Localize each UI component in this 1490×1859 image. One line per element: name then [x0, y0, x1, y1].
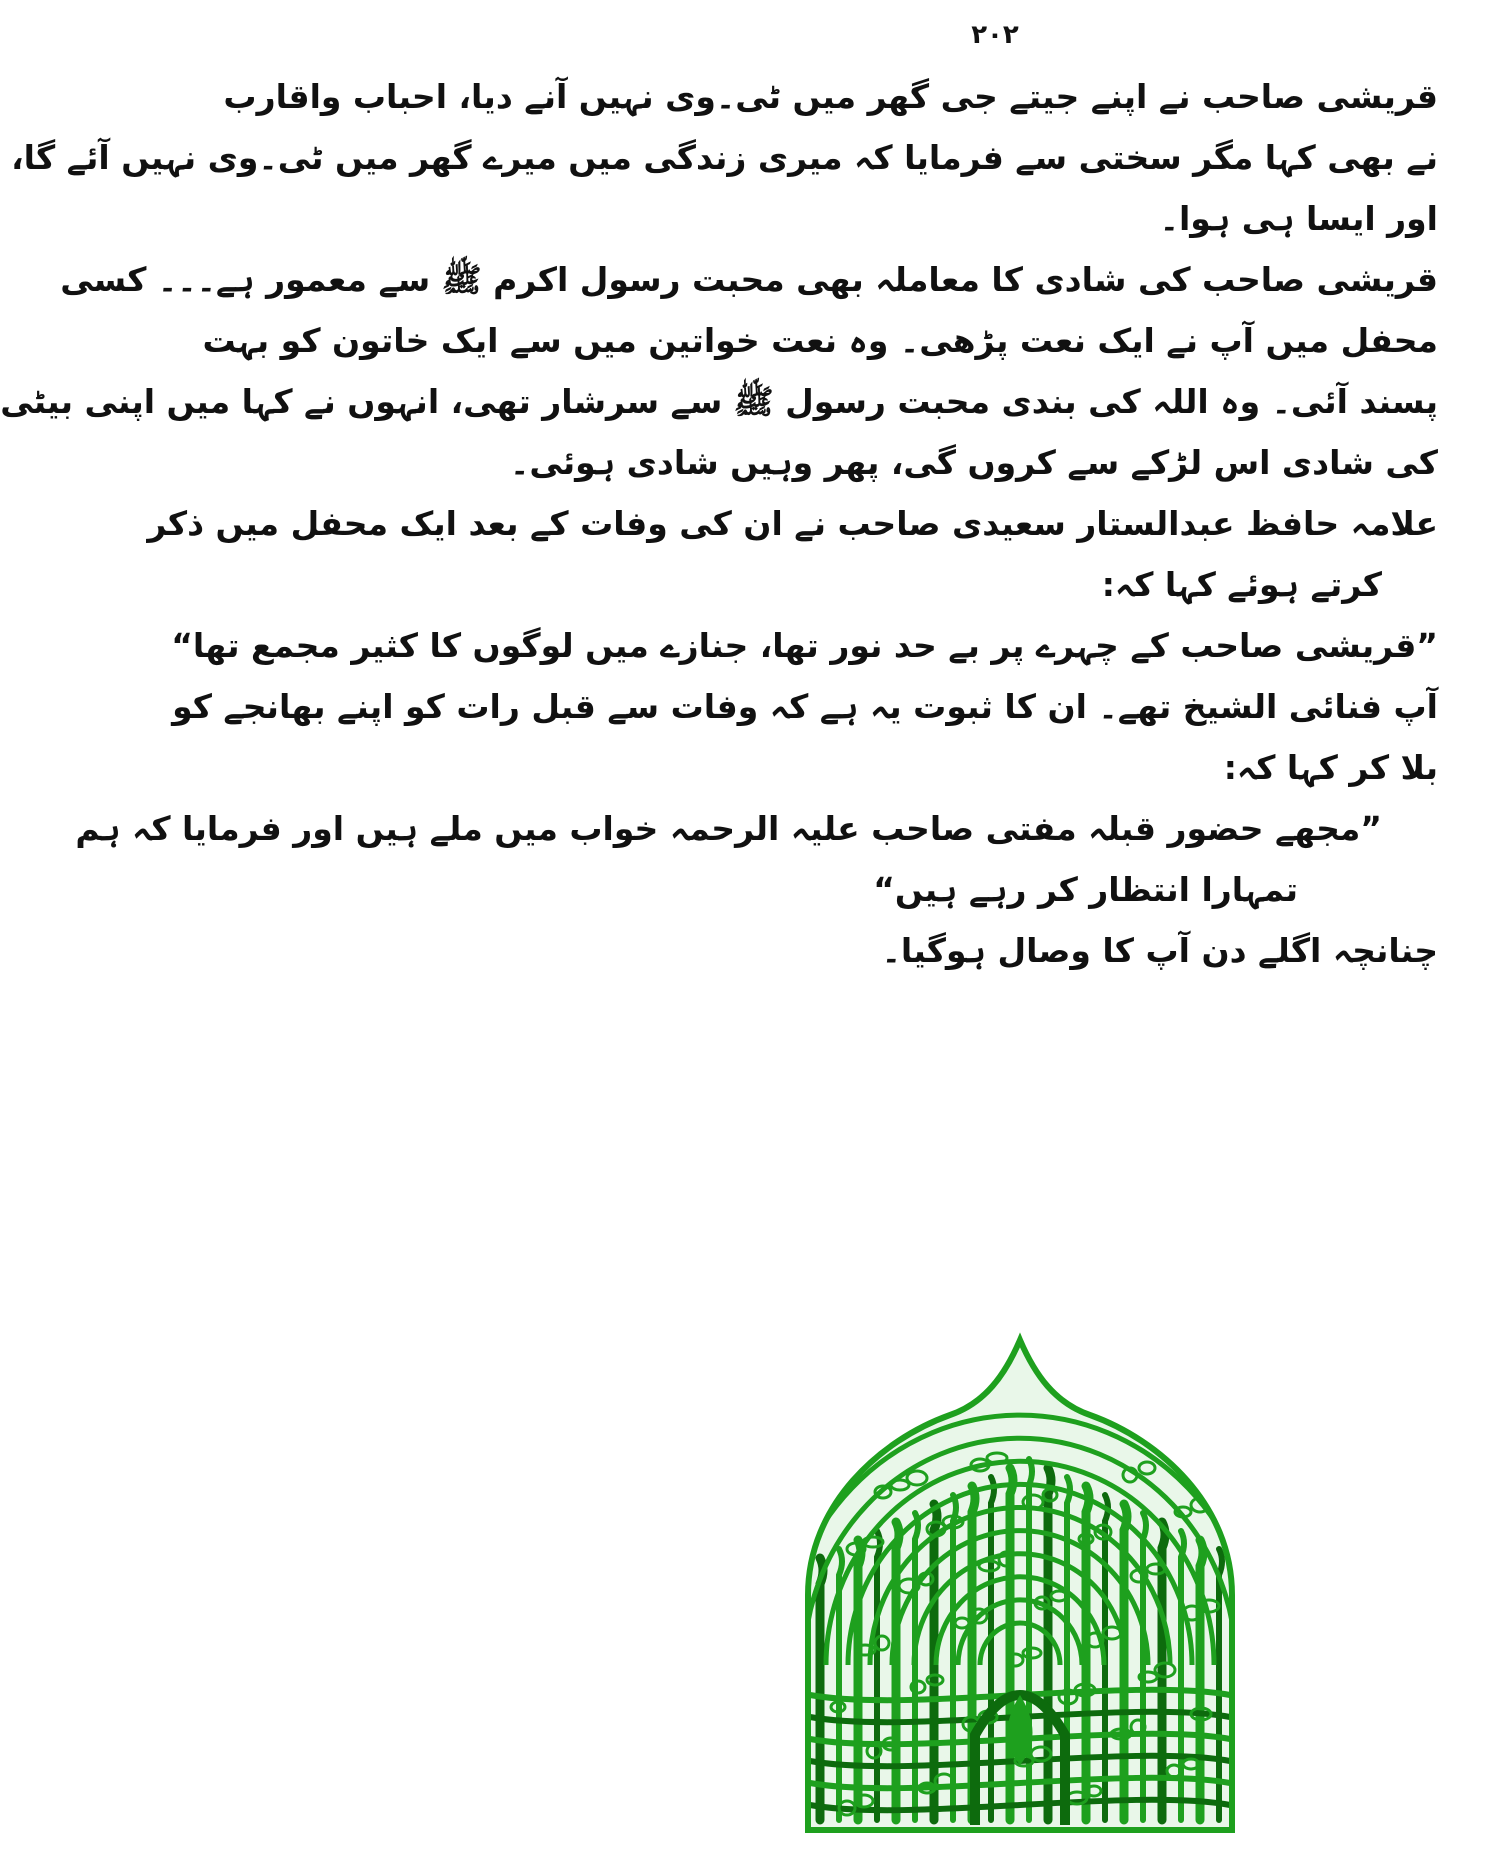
paragraph-line: آپ فنائی الشیخ تھے۔ ان کا ثبوت یہ ہے کہ وفات سے قبل رات کو اپنے بھانجے کو	[172, 687, 1438, 726]
paragraph-line: اور ایسا ہی ہوا۔	[1159, 199, 1438, 238]
paragraph-line: چنانچہ اگلے دن آپ کا وصال ہوگیا۔	[881, 931, 1438, 970]
page-number: ۲۰۲	[971, 20, 1019, 50]
paragraph-line: محفل میں آپ نے ایک نعت پڑھی۔ وہ نعت خواتین میں سے ایک خاتون کو بہت	[202, 321, 1438, 360]
paragraph-line: کی شادی اس لڑکے سے کروں گی، پھر وہیں شادی ہوئی۔	[510, 443, 1438, 482]
quote-line: ”مجھے حضور قبلہ مفتی صاحب علیہ الرحمہ خواب میں ملے ہیں اور فرمایا کہ ہم	[75, 809, 1382, 848]
green-calligraphy-emblem-icon	[770, 1335, 1270, 1835]
paragraph-line: علامہ حافظ عبدالستار سعیدی صاحب نے ان کی وفات کے بعد ایک محفل میں ذکر	[147, 504, 1438, 543]
paragraph-line: نے بھی کہا مگر سختی سے فرمایا کہ میری زندگی میں میرے گھر میں ٹی۔وی نہیں آئے گا،	[11, 138, 1438, 177]
paragraph-line: قریشی صاحب نے اپنے جیتے جی گھر میں ٹی۔وی نہیں آنے دیا، احباب واقارب	[223, 77, 1438, 116]
paragraph-line: پسند آئی۔ وہ اللہ کی بندی محبت رسول ﷺ سے سرشار تھی، انہوں نے کہا میں اپنی بیٹی	[0, 382, 1438, 421]
paragraph-line: کرتے ہوئے کہا کہ:	[1101, 565, 1382, 604]
paragraph-line: قریشی صاحب کی شادی کا معاملہ بھی محبت رسول اکرم ﷺ سے معمور ہے۔۔۔ کسی	[60, 260, 1438, 299]
quote-line: ”قریشی صاحب کے چہرے پر بے حد نور تھا، جنازے میں لوگوں کا کثیر مجمع تھا“	[171, 626, 1438, 665]
paragraph-line: بلا کر کہا کہ:	[1223, 748, 1438, 787]
quote-line: تمہارا انتظار کر رہے ہیں“	[873, 870, 1298, 909]
